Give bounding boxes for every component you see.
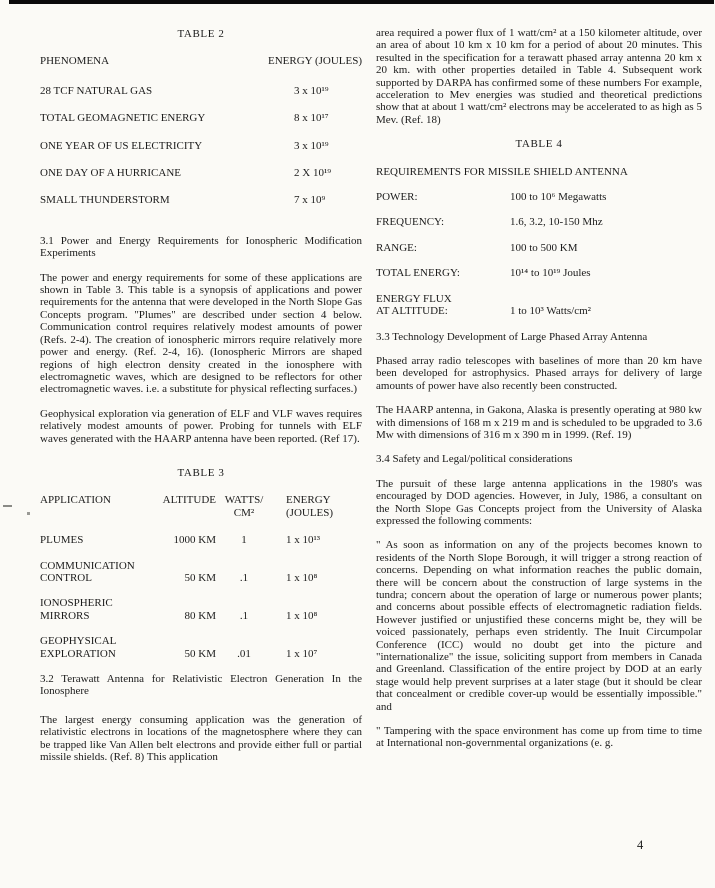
section-3-1-heading: 3.1 Power and Energy Requirements for Ionospheric Modification Experiments — [40, 234, 362, 260]
table3-energy-cell: 1 x 10⁷ — [286, 647, 318, 660]
table4-value-energy-flux: 1 to 10³ Watts/cm² — [510, 305, 591, 318]
table4-row — [376, 216, 702, 228]
table3-row — [40, 635, 362, 660]
table3-header-watts: WATTS/ CM² — [224, 494, 264, 519]
section-3-1-paragraph-2: Geophysical exploration via generation of ELF and VLF waves requires relatively modest amounts of power. Probing for tunnels with ELF waves generated with the HAARP antenna have been reported. (Ref 17). — [40, 407, 362, 445]
table2-energy-cell: 3 x 10¹⁹ — [294, 84, 329, 97]
table3-application-cell: COMMUNICATION CONTROL — [40, 559, 135, 584]
table3-application-cell: IONOSPHERIC MIRRORS — [40, 597, 113, 622]
table4-row — [376, 191, 702, 203]
section-3-3-paragraph-1: Phased array radio telescopes with baselines of more than 20 km have been developed for astrophysics. Phased arrays for delivery of large amounts of power have also recently been constructed. — [376, 354, 702, 392]
table2-row — [40, 85, 362, 97]
table2-energy-cell: 3 x 10¹⁹ — [294, 139, 329, 152]
right-column — [376, 27, 702, 762]
continued-paragraph: area required a power flux of 1 watt/cm² at a 150 kilometer altitude, over an area of about 10 km x 10 km for a period of about 20 minutes. This resulted in the specification for a terawatt phased array antenna 20 km x 20 km. with other properties detailed in Table 4. Subsequent work supported by DARPA has confirmed some of these numbers For example, acceleration to Mev energies was studied and theoretical predictions show that at about 1 watt/cm² electrons may be accelerated to as high as 5 Mev. (Ref. 18) — [376, 27, 702, 126]
table3-header-energy: ENERGY (JOULES) — [286, 494, 334, 519]
table2-energy-cell: 8 x 10¹⁷ — [294, 112, 329, 125]
left-column — [40, 26, 362, 775]
table4-value-power: 100 to 10⁶ Megawatts — [510, 191, 607, 204]
table3-altitude-cell: 1000 KM — [173, 534, 216, 547]
section-3-1-paragraph-1: The power and energy requirements for some of these applications are shown in Table 3. This table is a synopsis of applications and power requirements for the antenna that were developed in the North Slope Gas Concepts program. "Plumes" are described under section 4 below. Communication control requires relatively modest amounts of power (Refs. 2-4). The creation of ionospheric mirrors require relatively more power and energy. (Ref. 2-4, 16). (Ionospheric Mirrors are shaped regions of high electron density created in the ionosphere with electromagnetic waves, which are designed to be reflectors for other electromagnetic waves. i.e. a substitute for physical reflecting surfaces.) — [40, 271, 362, 396]
table2-phenomena-cell: ONE DAY OF A HURRICANE — [40, 167, 181, 180]
table3-altitude-cell: 50 KM — [184, 571, 216, 584]
table2-phenomena-cell: ONE YEAR OF US ELECTRICITY — [40, 139, 203, 152]
section-3-4-paragraph: The pursuit of these large antenna applications in the 1980's was encouraged by DOD agencies. However, in July, 1986, a consultant on the North Slope Gas Concepts project from the University of Alaska expressed the following comments: — [376, 477, 702, 527]
section-3-2-heading: 3.2 Terawatt Antenna for Relativistic Electron Generation In the Ionosphere — [40, 673, 362, 698]
section-3-3-heading: 3.3 Technology Development of Large Phased Array Antenna — [376, 330, 648, 343]
table2-row — [40, 112, 362, 124]
table4-value-range: 100 to 500 KM — [510, 241, 578, 254]
table3-row — [40, 597, 362, 622]
table3-energy-cell: 1 x 10⁸ — [286, 609, 318, 622]
table3-row — [40, 560, 362, 585]
table4-value-total-energy: 10¹⁴ to 10¹⁹ Joules — [510, 267, 591, 280]
table2-phenomena-cell: SMALL THUNDERSTORM — [40, 194, 170, 207]
table2-header-row — [40, 55, 362, 67]
section-3-4-quote-2: " Tampering with the space environment has come up from time to time at International non-governmental organizations (e. g. — [376, 725, 702, 750]
table4-label-energy-flux: ENERGY FLUX AT ALTITUDE: — [376, 292, 452, 318]
table3-altitude-cell: 50 KM — [184, 647, 216, 660]
table4-subtitle: REQUIREMENTS FOR MISSILE SHIELD ANTENNA — [376, 165, 628, 178]
table3-title: TABLE 3 — [177, 466, 225, 479]
table2-energy-cell: 7 x 10⁹ — [294, 194, 326, 207]
scan-artifact-left-mark — [3, 505, 12, 507]
table4-label-power: POWER: — [376, 191, 418, 204]
section-3-2-paragraph: The largest energy consuming application was the generation of relativistic electrons in locations of the magnetosphere where they can be trapped like Van Allen belt electrons and provide either full or partial missile shields. (Ref. 8) This application — [40, 713, 362, 764]
table2-row — [40, 167, 362, 179]
table4-row — [376, 267, 702, 279]
table3-application-cell: PLUMES — [40, 534, 84, 547]
table4-title: TABLE 4 — [515, 138, 563, 151]
table2-row — [40, 194, 362, 206]
table3-watts-cell: .1 — [239, 571, 249, 584]
table3-altitude-cell: 80 KM — [184, 609, 216, 622]
table4-value-frequency: 1.6, 3.2, 10-150 Mhz — [510, 216, 603, 229]
table3-energy-cell: 1 x 10⁸ — [286, 571, 318, 584]
table3-application-cell: GEOPHYSICAL EXPLORATION — [40, 635, 117, 660]
table2-energy-cell: 2 X 10¹⁹ — [294, 167, 332, 180]
table3-header-application: APPLICATION — [40, 494, 111, 507]
table3-energy-cell: 1 x 10¹³ — [286, 534, 321, 547]
table2-header-phenomena: PHENOMENA — [40, 55, 110, 68]
page-number: 4 — [637, 838, 644, 852]
table4-row — [376, 293, 702, 318]
table4-label-frequency: FREQUENCY: — [376, 216, 445, 229]
table2-title: TABLE 2 — [177, 28, 225, 40]
table3-watts-cell: .01 — [237, 647, 251, 660]
table3-header-row — [40, 494, 362, 519]
table2-header-energy: ENERGY (JOULES) — [268, 55, 362, 68]
section-3-4-heading: 3.4 Safety and Legal/political considerations — [376, 453, 573, 466]
table2-phenomena-cell: 28 TCF NATURAL GAS — [40, 84, 153, 97]
table3-header-altitude: ALTITUDE — [162, 494, 216, 507]
table2-row — [40, 140, 362, 152]
section-3-4-quote-1: " As soon as information on any of the projects becomes known to residents of the North Slope Borough, it will trigger a strong reaction of concerns. Depending on what information reaches the public domain, there will be concern about the construction of large systems in the tundra; concern about the operation of large or numerous power plants; and concerns about possible effects of electromagnetic radiation fields. However justified or unjustified these concerns might be, they will be voiced passionately, perhaps even stridently. The Inuit Circumpolar Conference (ICC) would no doubt get into the picture and "internationalize" the issue, soliciting support from members in Canada and Greenland. Classification of the entire project by DOD at an early stage would help prevent surprises at a later stage (but it should be clear that concealment or credible cover-up would be essentially impossible." and — [376, 539, 702, 713]
table4-row — [376, 242, 702, 254]
table3-watts-cell: 1 — [241, 534, 247, 547]
table4-label-range: RANGE: — [376, 241, 417, 254]
scan-artifact-top-edge — [9, 0, 714, 4]
scan-artifact-left-dot — [27, 512, 30, 515]
table3-watts-cell: .1 — [239, 609, 249, 622]
table2-phenomena-cell: TOTAL GEOMAGNETIC ENERGY — [40, 112, 206, 125]
section-3-3-paragraph-2: The HAARP antenna, in Gakona, Alaska is presently operating at 980 kw with dimensions of 168 m x 219 m and is scheduled to be upgraded to 3.6 Mw with dimensions of 316 m x 390 m in 1999. (Ref. 19) — [376, 404, 702, 441]
table3-row — [40, 534, 362, 546]
table4-label-total-energy: TOTAL ENERGY: — [376, 267, 460, 280]
